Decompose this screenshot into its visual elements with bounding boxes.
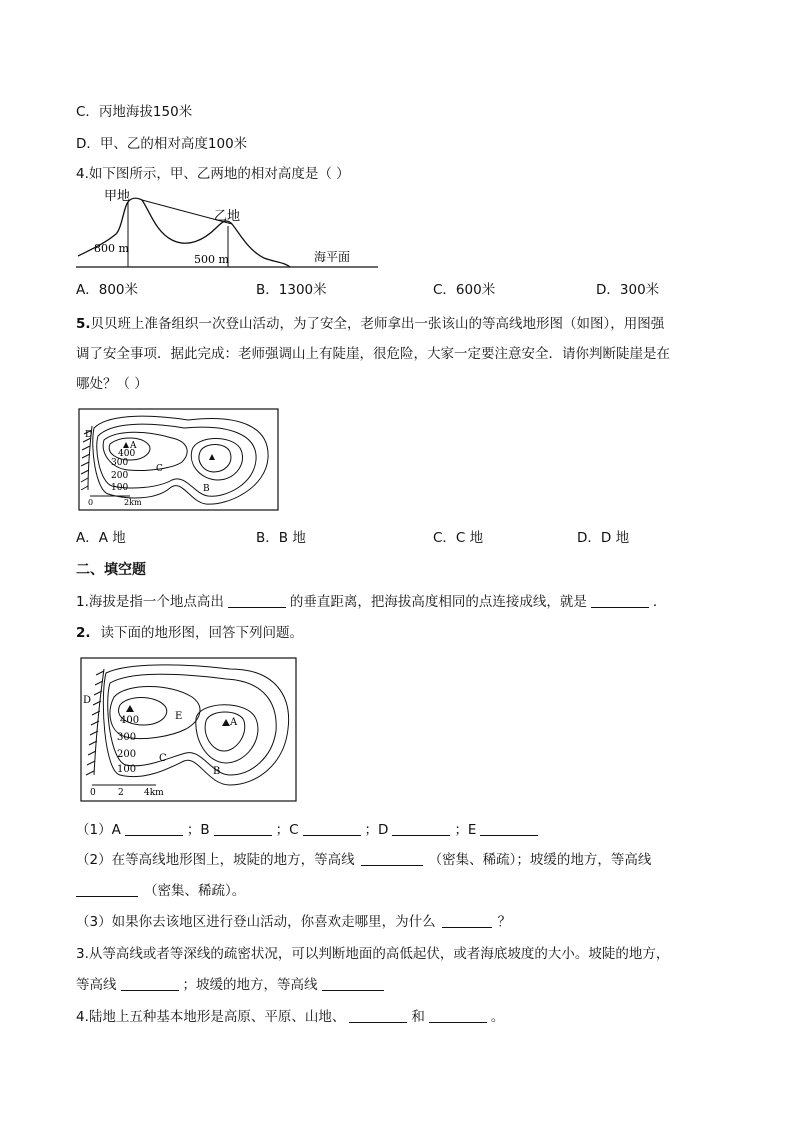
q4-label-sea: 海平面 [314,250,351,264]
f4-text-b: 和 [411,1009,425,1025]
q4-label-800m: 800 m [94,242,129,255]
f2-sub2-text-b: （密集、稀疏）；坡缓的地方，等高线 [428,852,652,868]
f2-contour-100: 100 [117,764,137,775]
f2-blank-a[interactable] [125,821,183,836]
f2-blank-b[interactable] [214,821,272,836]
q5-contour-100: 100 [111,483,129,493]
q4-option-a: A．800米 [76,282,139,298]
f3-line1: 3.从等高线或者等深线的疏密状况，可以判断地面的高低起伏，或者海底坡度的大小。坡陡的地方， [76,946,670,962]
q5-scale-0: 0 [88,498,94,507]
f2-label-b: B [213,766,221,777]
q5-stem-line1 [76,315,664,333]
f2-sub1-b: ；B [186,822,210,838]
f4-text-c: 。 [490,1009,505,1025]
q5-contour-400: 400 [118,449,136,459]
f1-text-a: 1.海拔是指一个地点高出 [76,594,224,610]
q5-label-c: C [156,464,163,474]
q4-label-yi: 乙地 [214,209,241,224]
f1-text-b: 的垂直距离，把海拔高度相同的点连接成线，就是 [289,594,587,610]
q4-stem: 4.如下图所示，甲、乙两地的相对高度是（ ） [76,166,350,182]
q4-label-jia: 甲地 [104,189,131,204]
f1-blank-2[interactable] [591,593,649,608]
f4-blank-1[interactable] [349,1008,407,1023]
f2-sub2-text-a: （2）在等高线地形图上，坡陡的地方，等高线 [76,852,355,868]
f2-sub1-a: （1）A [76,822,121,838]
q3-option-d: D．甲、乙的相对高度100米 [76,136,248,152]
f4-blank-2[interactable] [429,1008,487,1023]
f2-sub1-c: ；C [275,822,299,838]
f3-blank-1[interactable] [121,976,179,991]
f2-blank-c[interactable] [303,821,361,836]
f2-sub1-e: ；E [454,822,477,838]
f2-blank-route[interactable] [442,913,492,928]
f2-scale-0: 0 [90,788,96,798]
q4-label-500m: 500 m [194,253,229,266]
f2-scale-2: 2 [118,788,124,798]
f2-label-c: C [159,753,167,764]
q4-option-b: B．1300米 [256,282,327,298]
q5-stem-line2: 调了安全事项．据此完成：老师强调山上有陡崖，很危险，大家一定要注意安全．请你判断陡崖是在 [76,346,670,362]
f2-map-frame [81,658,296,801]
f2-blank-e[interactable] [480,821,538,836]
f2-sub2-text-c: （密集、稀疏）。 [144,883,246,899]
f2-sub3 [76,913,511,931]
f2-sub1-d: ；D [364,822,389,838]
q4-option-c: C．600米 [433,282,496,298]
q3-option-c: C．丙地海拔150米 [76,104,193,120]
section-title-fill-in: 二、填空题 [76,562,146,578]
f4-text-a: 4.陆地上五种基本地形是高原、平原、山地、 [76,1009,346,1025]
f3-line2 [76,976,388,994]
q5-contour-200: 200 [111,471,129,481]
f3-blank-2[interactable] [322,976,384,991]
f2-contour-300: 300 [117,732,137,743]
f3-text-a: 等高线 [76,977,117,993]
f3-text-b: ；坡缓的地方，等高线 [182,977,318,993]
f1-text-c: ． [652,594,667,610]
q5-stem-line3: 哪处？（ ） [76,376,148,392]
q5-stem-text1: 贝贝班上准备组织一次登山活动，为了安全，老师拿出一张该山的等高线地形图（如图），用图强 [90,316,665,332]
q5-contour-map [78,408,280,512]
q5-option-d: D．D 地 [577,530,630,546]
f2-number: 2. [76,625,91,641]
q5-option-b: B．B 地 [256,530,306,546]
f2-stem-text: 读下面的地形图，回答下列问题。 [100,625,304,641]
f1-line [76,593,666,611]
f2-scale-4km: 4km [144,788,164,798]
q5-label-a: A [130,441,137,451]
q4-option-d: D．300米 [596,282,660,298]
f2-blank-d[interactable] [392,821,450,836]
f2-sub2-line2 [76,882,245,900]
q5-scale-2km: 2km [124,498,142,507]
q4-terrain-profile-figure [76,188,386,270]
f2-label-e: E [175,711,183,722]
f2-contour-200: 200 [117,749,137,760]
f2-label-a: A [230,717,238,728]
f2-contour-map [80,657,298,803]
f2-blank-steep[interactable] [361,851,423,866]
f4-line [76,1008,504,1026]
f2-contour-400: 400 [120,715,140,726]
q5-number: 5. [76,316,91,332]
f2-sub1 [76,821,542,839]
q4-terrain-outline [78,198,290,267]
f2-stem [76,624,303,642]
q5-option-c: C．C 地 [433,530,484,546]
q5-option-a: A．A 地 [76,530,126,546]
f2-blank-gentle[interactable] [76,882,138,897]
f2-sub2-line1 [76,851,651,869]
q5-label-b: B [203,484,210,494]
q5-label-d: D [85,430,93,440]
f1-blank-1[interactable] [228,593,286,608]
q5-contour-300: 300 [111,458,129,468]
f2-sub3-text-a: （3）如果你去该地区进行登山活动，你喜欢走哪里，为什么 [76,914,436,930]
f2-label-d: D [83,695,92,706]
f2-sub3-text-b: ？ [497,914,512,930]
